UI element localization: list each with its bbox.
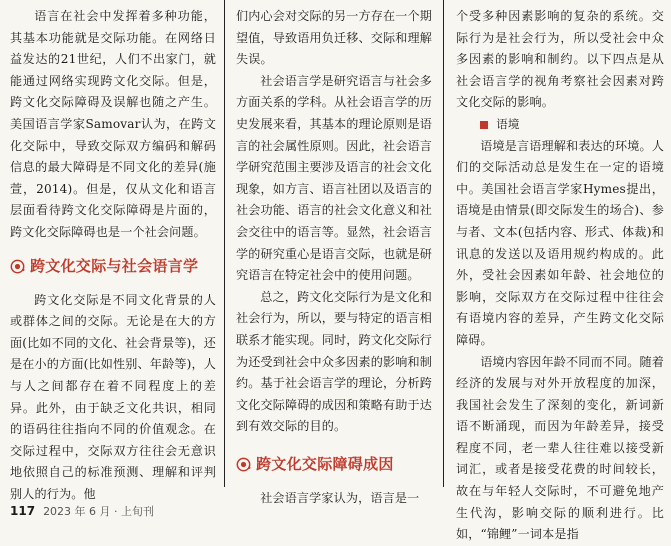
section-heading [236, 452, 432, 478]
paragraph: 们内心会对交际的另一方存在一个期望值，导致语用负迁移、交际和理解失误。 [236, 9, 432, 67]
paragraph: 语境是言语理解和表达的环境。人们的交际活动总是发生在一定的语境中。美国社会语言学家Hymes提出，语境是由情景(即交际发生的场合)、参与者、文本(包括内容、形式、体裁)和讯息的发送以及语用规约构成的。此外，受社会因素如年龄、社会地位的影响，交际双方在交际过程中往往会有语境内容的差异，产生跨文化交际障碍。 [456, 138, 664, 347]
red-circle-dot-icon [236, 457, 251, 472]
page-footer [10, 503, 154, 519]
paragraph: 社会语言学是研究语言与社会多方面关系的学科。从社会语言学的历史发展来看，其基本的理论原则是语言的社会属性原则。因此，社会语言学研究范围主要涉及语言的社会文化现象，如方言、语言社团以及语言的社会功能、语言的社会文化意义和社会交往中的语言等。显然，社会语言学的研究重心是语言交际，也就是研究语言在特定社会中的使用问题。 [236, 73, 432, 283]
subheading-label: 语境 [496, 116, 520, 131]
column-1 [10, 6, 216, 505]
issue-info: 2023 年 6 月 · 上旬刊 [43, 505, 155, 518]
red-square-icon [480, 121, 488, 129]
section-heading [10, 254, 216, 280]
red-circle-dot-icon [10, 259, 25, 274]
paragraph: 跨文化交际是不同文化背景的人或群体之间的交际。无论是在大的方面(比如不同的文化、社会背景等)，还是在小的方面(比如性别、年龄等)，人与人之间都存在着不同程度上的差异。此外，由于缺乏文化共识，相同的语码往往指向不同的价值观念。在交际过程中，交际双方往往会无意识地依照自己的标准预测、理解和评判别人的行为。他 [10, 292, 216, 501]
section-title: 跨文化交际障碍成因 [256, 455, 394, 474]
column-divider-right [443, 0, 444, 487]
column-divider-left [224, 0, 225, 487]
section-title: 跨文化交际与社会语言学 [30, 256, 199, 275]
paragraph: 语言在社会中发挥着多种功能，其基本功能就是交际功能。在网络日益发达的21世纪，人们不出家门，就能通过网络实现跨文化交际。但是，跨文化交际障碍及误解也随之产生。美国语言学家Samovar认为，在跨文化交际中，导致交际双方编码和解码信息的最大障碍是不同文化的差异(施萱，2014)。但是，仅从文化和语言层面看待跨文化交际障碍是片面的，跨文化交际障碍也是一个社会问题。 [10, 9, 216, 239]
paragraph: 个受多种因素影响的复杂的系统。交际行为是社会行为，所以受社会中众多因素的影响和制约。以下四点是从社会语言学的视角考察社会因素对跨文化交际的影响。 [456, 9, 664, 110]
page-number: 117 [10, 504, 36, 518]
column-3 [456, 6, 664, 546]
paragraph: 总之，跨文化交际行为是文化和社会行为，所以，要与特定的语言相联系才能实现。同时，跨文化交际行为还受到社会中众多因素的影响和制约。基于社会语言学的理论，分析跨文化交际障碍的成因和策略有助于达到有效交际的目的。 [236, 289, 432, 434]
paragraph: 社会语言学家认为，语言是一 [260, 490, 420, 505]
column-2 [236, 6, 432, 509]
paragraph: 语境内容因年龄不同而不同。随着经济的发展与对外开放程度的加深，我国社会发生了深刻的变化，新词新语不断涌现，而因为年龄差异，接受程度不同，老一辈人往往难以接受新词汇，或者是接受花费的时间较长，故在与年轻人交际时，不可避免地产生代沟，影响交际的顺利进行。比如，“锦鲤”一词本是指 [456, 354, 664, 542]
subheading [456, 114, 664, 136]
